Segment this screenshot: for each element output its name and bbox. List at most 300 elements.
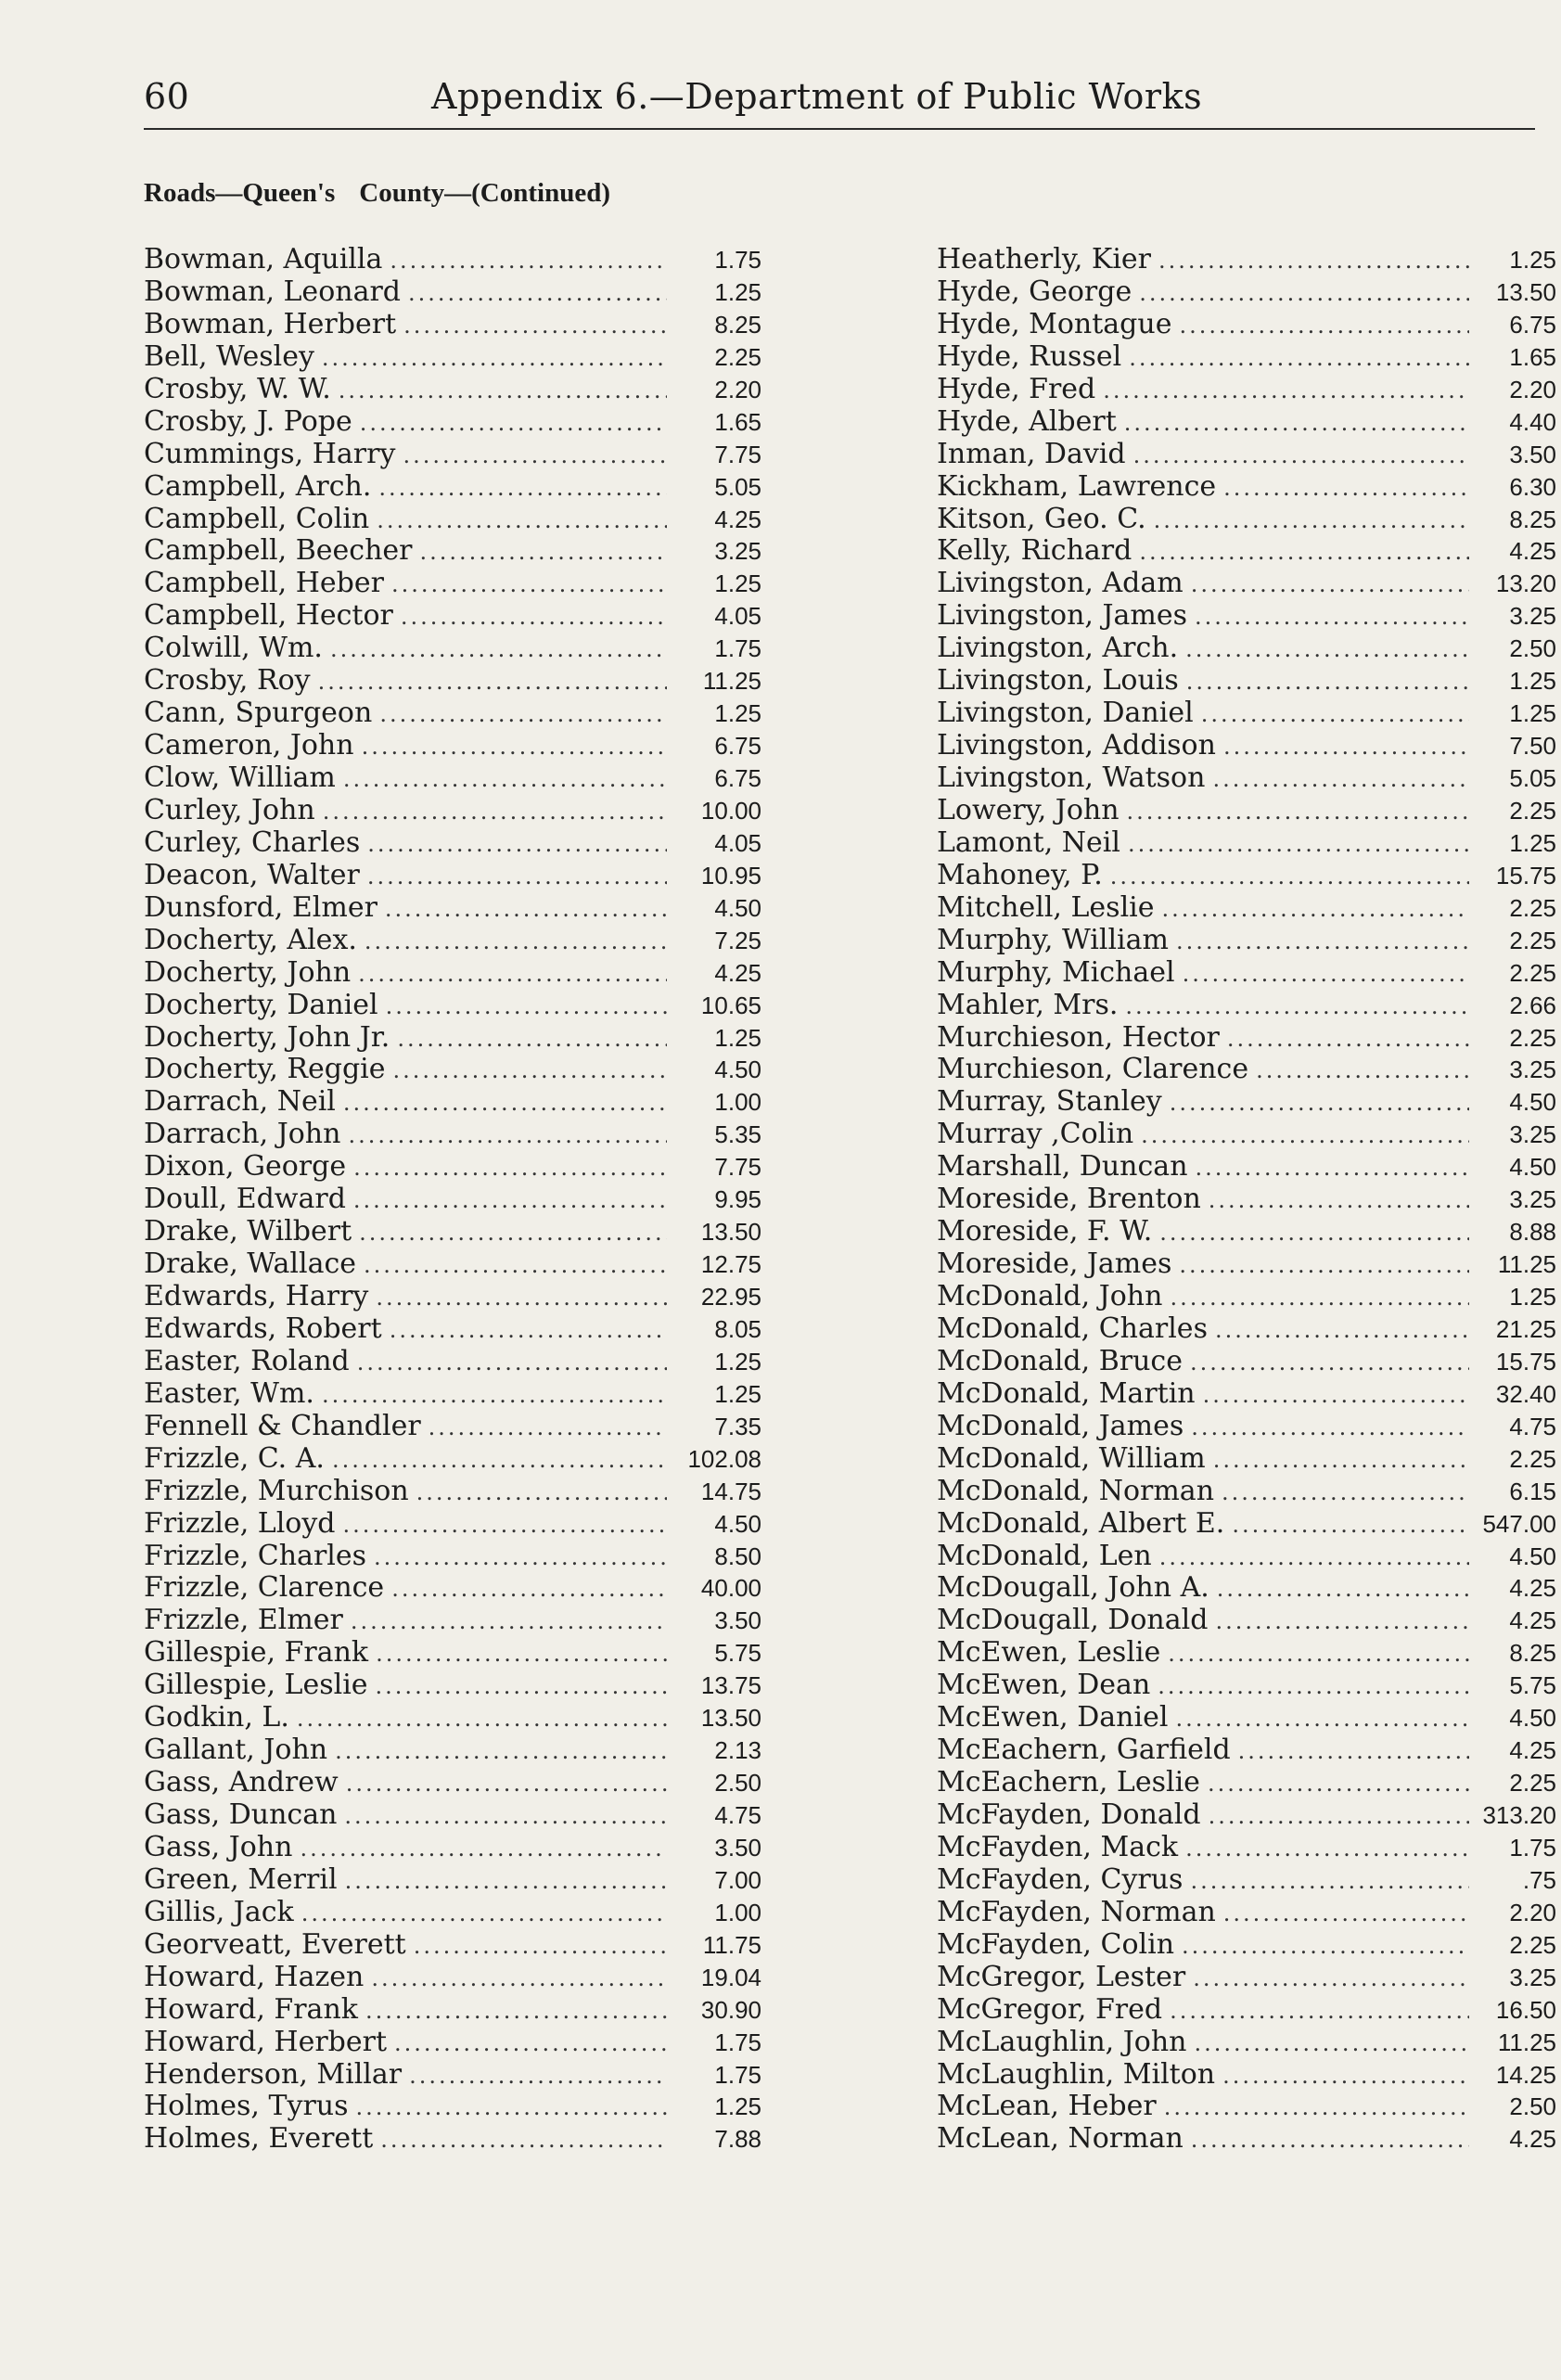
leader-dots <box>330 636 667 662</box>
list-item <box>937 1701 1556 1734</box>
list-item <box>937 1604 1556 1636</box>
list-item <box>144 1475 761 1507</box>
entry-amount: 10.00 <box>700 796 761 825</box>
entry-amount: 3.50 <box>714 1606 761 1635</box>
entry-name: Drake, Wallace <box>144 1248 357 1280</box>
leader-dots <box>1227 1026 1469 1052</box>
entry-name: Bowman, Aquilla <box>144 243 383 275</box>
list-item <box>937 1961 1556 1993</box>
list-item <box>937 1669 1556 1701</box>
list-item <box>937 729 1556 761</box>
list-item <box>937 1571 1556 1604</box>
leader-dots <box>339 377 667 403</box>
entry-name: Hyde, Fred <box>937 372 1096 405</box>
left-column-list <box>144 243 761 2155</box>
entry-amount: 2.25 <box>1509 893 1556 922</box>
entry-amount: 1.00 <box>714 1898 761 1926</box>
list-item <box>144 729 761 761</box>
leader-dots <box>362 734 667 760</box>
list-item <box>937 1280 1556 1312</box>
leader-dots <box>1170 1090 1469 1116</box>
entry-amount: 4.25 <box>714 505 761 533</box>
entry-name: McDonald, Bruce <box>937 1344 1183 1377</box>
entry-name: Edwards, Harry <box>144 1280 369 1312</box>
entry-name: Livingston, Adam <box>937 567 1184 600</box>
entry-amount: 32.40 <box>1495 1379 1556 1408</box>
leader-dots <box>353 1187 667 1213</box>
list-item <box>937 664 1556 697</box>
entry-name: Marshall, Duncan <box>937 1150 1188 1184</box>
entry-name: Dunsford, Elmer <box>144 890 377 924</box>
list-item <box>937 1636 1556 1669</box>
list-item <box>937 1831 1556 1863</box>
entry-name: McDonald, James <box>937 1409 1184 1442</box>
entry-name: Docherty, Alex. <box>144 923 357 956</box>
leader-dots <box>1232 1512 1469 1538</box>
entry-amount: 8.05 <box>714 1314 761 1343</box>
leader-dots <box>1176 928 1469 954</box>
entry-name: Frizzle, Charles <box>144 1539 367 1572</box>
entry-amount: 7.25 <box>714 926 761 954</box>
leader-dots <box>1213 1447 1469 1473</box>
entry-name: McDonald, Len <box>937 1539 1152 1572</box>
leader-dots <box>1217 1576 1469 1602</box>
entry-name: Docherty, John Jr. <box>144 1020 390 1054</box>
leader-dots <box>1191 1414 1469 1440</box>
entry-amount: 547.00 <box>1482 1509 1556 1538</box>
list-item <box>144 1118 761 1150</box>
entry-amount: 1.25 <box>1509 246 1556 274</box>
leader-dots <box>357 1350 667 1376</box>
list-item <box>937 1053 1556 1085</box>
list-item <box>937 794 1556 826</box>
entry-amount: 12.75 <box>700 1250 761 1279</box>
entry-name: Inman, David <box>937 437 1126 470</box>
list-item <box>937 1021 1556 1054</box>
entry-amount: 14.25 <box>1495 2060 1556 2089</box>
entry-amount: 1.25 <box>714 569 761 598</box>
list-item <box>144 438 761 470</box>
list-item <box>937 989 1556 1021</box>
entry-name: Murray, Stanley <box>937 1085 1162 1119</box>
entry-amount: 3.25 <box>1509 602 1556 631</box>
leader-dots <box>1170 1285 1469 1311</box>
leader-dots <box>1186 669 1469 695</box>
entry-name: Murchieson, Hector <box>937 1020 1220 1054</box>
leader-dots <box>1195 604 1469 630</box>
entry-amount: 4.25 <box>714 958 761 987</box>
list-item <box>937 340 1556 373</box>
entry-amount: 6.75 <box>714 732 761 761</box>
leader-dots <box>1175 1706 1469 1732</box>
entry-name: Livingston, Louis <box>937 664 1179 697</box>
leader-dots <box>345 1868 667 1894</box>
entry-name: Docherty, Daniel <box>144 988 378 1021</box>
list-item <box>937 1896 1556 1928</box>
leader-dots <box>1154 507 1469 533</box>
entry-amount: 11.25 <box>1497 2028 1556 2056</box>
list-item <box>144 761 761 794</box>
list-item <box>144 243 761 275</box>
section-heading <box>144 178 634 209</box>
entry-amount: 6.75 <box>1509 310 1556 339</box>
entry-amount: 7.88 <box>714 2125 761 2154</box>
leader-dots <box>1103 377 1469 403</box>
entry-name: Gass, Duncan <box>144 1798 338 1831</box>
entry-name: Docherty, Reggie <box>144 1053 386 1086</box>
entry-name: Murray ,Colin <box>937 1118 1134 1151</box>
leader-dots <box>1141 1122 1469 1148</box>
list-item <box>144 1928 761 1961</box>
list-item <box>937 1928 1556 1961</box>
entry-name: Mahoney, P. <box>937 858 1103 891</box>
leader-dots <box>351 1608 667 1634</box>
leader-dots <box>408 280 667 306</box>
entry-name: Gillespie, Leslie <box>144 1669 368 1702</box>
entry-name: Howard, Hazen <box>144 1960 365 1993</box>
entry-name: Campbell, Beecher <box>144 534 413 568</box>
entry-name: Livingston, Watson <box>937 761 1206 794</box>
leader-dots <box>391 571 667 597</box>
entry-amount: 2.13 <box>714 1736 761 1765</box>
list-item <box>144 534 761 567</box>
list-item <box>144 470 761 503</box>
list-item <box>937 1734 1556 1766</box>
entry-name: Colwill, Wm. <box>144 632 323 665</box>
leader-dots <box>376 1285 667 1311</box>
entry-amount: 102.08 <box>687 1444 761 1473</box>
header-divider <box>144 128 1535 130</box>
entry-amount: 5.75 <box>1509 1671 1556 1700</box>
entry-name: McDonald, Martin <box>937 1376 1196 1410</box>
leader-dots <box>1164 2094 1469 2120</box>
list-item <box>144 1669 761 1701</box>
leader-dots <box>390 1317 667 1343</box>
entry-amount: 13.50 <box>1495 277 1556 306</box>
leader-dots <box>1222 2063 1469 2089</box>
leader-dots <box>1256 1057 1469 1083</box>
entry-name: Moreside, F. W. <box>937 1215 1153 1248</box>
entry-amount: 4.50 <box>1509 1704 1556 1733</box>
entry-name: Kitson, Geo. C. <box>937 502 1146 535</box>
entry-name: Edwards, Robert <box>144 1312 382 1345</box>
entry-name: Curley, Charles <box>144 825 361 859</box>
entry-amount: 19.04 <box>700 1963 761 1991</box>
entry-amount: 1.25 <box>714 2092 761 2121</box>
list-item <box>937 1215 1556 1248</box>
entry-name: Curley, John <box>144 793 315 826</box>
leader-dots <box>409 2063 667 2089</box>
entry-name: Mahler, Mrs. <box>937 988 1119 1021</box>
entry-amount: 4.50 <box>714 1509 761 1538</box>
leader-dots <box>356 2094 667 2120</box>
entry-name: Livingston, Daniel <box>937 697 1194 730</box>
entry-amount: 7.35 <box>714 1412 761 1440</box>
list-item <box>937 2122 1556 2155</box>
leader-dots <box>403 313 667 339</box>
entry-amount: 2.25 <box>1509 1769 1556 1798</box>
entry-amount: 4.50 <box>714 893 761 922</box>
entry-amount: 2.50 <box>1509 2092 1556 2121</box>
entry-amount: 5.05 <box>714 472 761 501</box>
entry-amount: 4.50 <box>1509 1153 1556 1182</box>
entry-amount: 9.95 <box>714 1185 761 1214</box>
list-item <box>937 308 1556 340</box>
list-item <box>144 664 761 697</box>
entry-amount: 313.20 <box>1482 1801 1556 1829</box>
entry-amount: 4.50 <box>714 1056 761 1084</box>
list-item <box>937 503 1556 535</box>
entry-amount: 1.25 <box>714 699 761 728</box>
entry-name: Campbell, Arch. <box>144 469 372 503</box>
entry-amount: 4.75 <box>714 1801 761 1829</box>
leader-dots <box>1223 475 1469 501</box>
entry-amount: 3.25 <box>1509 1185 1556 1214</box>
entry-name: Moreside, James <box>937 1248 1172 1280</box>
leader-dots <box>1170 1998 1469 2024</box>
entry-name: McDougall, Donald <box>937 1604 1209 1637</box>
entry-name: McDonald, John <box>937 1280 1163 1312</box>
leader-dots <box>385 896 667 922</box>
leader-dots <box>1179 313 1469 339</box>
leader-dots <box>1195 2030 1470 2056</box>
leader-dots <box>332 1447 667 1473</box>
entry-name: Kickham, Lawrence <box>937 469 1217 503</box>
list-item <box>144 1863 761 1896</box>
leader-dots <box>1133 442 1469 468</box>
leader-dots <box>1223 1900 1469 1926</box>
entry-name: Holmes, Tyrus <box>144 2090 349 2123</box>
leader-dots <box>401 604 667 630</box>
leader-dots <box>1110 864 1469 889</box>
entry-amount: 1.25 <box>1509 1283 1556 1311</box>
leader-dots <box>1191 571 1469 597</box>
entry-name: McEachern, Leslie <box>937 1766 1200 1798</box>
entry-name: McLaughlin, John <box>937 2025 1187 2058</box>
entry-amount: 6.75 <box>714 764 761 792</box>
leader-dots <box>1215 1317 1469 1343</box>
leader-dots <box>358 961 667 987</box>
leader-dots <box>416 1479 667 1505</box>
entry-amount: 7.75 <box>714 1153 761 1182</box>
list-item <box>144 373 761 405</box>
entry-name: McEwen, Daniel <box>937 1701 1169 1734</box>
entry-amount: 7.75 <box>714 440 761 468</box>
entry-amount: 3.50 <box>1509 440 1556 468</box>
list-item <box>144 1604 761 1636</box>
leader-dots <box>1238 1738 1469 1764</box>
entry-name: Dixon, George <box>144 1150 347 1184</box>
list-item <box>937 470 1556 503</box>
entry-name: Gillis, Jack <box>144 1895 294 1928</box>
entry-amount: 13.75 <box>700 1671 761 1700</box>
leader-dots <box>367 864 667 889</box>
entry-name: Hyde, George <box>937 275 1132 308</box>
entry-amount: 1.00 <box>714 1088 761 1117</box>
entry-name: McLean, Norman <box>937 2122 1184 2156</box>
list-item <box>144 1150 761 1183</box>
leader-dots <box>1168 1641 1469 1667</box>
entry-amount: 4.40 <box>1509 407 1556 436</box>
leader-dots <box>390 248 667 274</box>
entry-name: Livingston, James <box>937 599 1187 633</box>
entry-name: McDougall, John A. <box>937 1571 1209 1605</box>
entry-name: Clow, William <box>144 761 336 794</box>
leader-dots <box>322 345 667 371</box>
entry-name: Easter, Roland <box>144 1344 350 1377</box>
leader-dots <box>378 475 667 501</box>
entry-name: Frizzle, C. A. <box>144 1441 325 1475</box>
list-item <box>144 826 761 859</box>
leader-dots <box>318 669 667 695</box>
entry-name: McDonald, Norman <box>937 1474 1215 1507</box>
list-item <box>937 438 1556 470</box>
leader-dots <box>300 1836 667 1862</box>
list-item <box>937 1410 1556 1442</box>
entry-name: McEachern, Garfield <box>937 1734 1231 1767</box>
list-item <box>937 1475 1556 1507</box>
list-item <box>144 1993 761 2026</box>
entry-amount: 13.50 <box>700 1218 761 1247</box>
entry-amount: 8.50 <box>714 1542 761 1570</box>
entry-name: Murchieson, Clarence <box>937 1053 1249 1086</box>
entry-name: Frizzle, Elmer <box>144 1604 343 1637</box>
list-item <box>144 1377 761 1410</box>
leader-dots <box>301 1900 667 1926</box>
list-item <box>144 1961 761 1993</box>
leader-dots <box>1196 1155 1469 1181</box>
entry-name: Campbell, Colin <box>144 502 370 535</box>
list-item <box>144 1410 761 1442</box>
list-item <box>144 1021 761 1054</box>
entry-amount: 14.75 <box>700 1477 761 1505</box>
list-item <box>144 924 761 956</box>
entry-name: McFayden, Donald <box>937 1798 1201 1831</box>
entry-name: McFayden, Mack <box>937 1830 1179 1863</box>
list-item <box>144 1215 761 1248</box>
entry-name: Campbell, Heber <box>144 567 384 600</box>
entry-name: McDonald, Albert E. <box>937 1506 1225 1540</box>
entry-name: Deacon, Walter <box>144 858 360 891</box>
list-item <box>144 2026 761 2058</box>
entry-name: Campbell, Hector <box>144 599 393 633</box>
entry-amount: 2.20 <box>1509 375 1556 403</box>
list-item <box>937 956 1556 989</box>
entry-amount: 11.75 <box>702 1930 761 1959</box>
entry-amount: 40.00 <box>700 1574 761 1603</box>
entry-name: Crosby, J. Pope <box>144 404 352 438</box>
leader-dots <box>1208 1771 1469 1797</box>
entry-name: Crosby, W. W. <box>144 372 331 405</box>
entry-name: Kelly, Richard <box>937 534 1132 568</box>
list-item <box>937 2058 1556 2091</box>
list-item <box>937 1377 1556 1410</box>
list-item <box>937 534 1556 567</box>
leader-dots <box>343 766 667 792</box>
page-header <box>144 72 1530 128</box>
entry-name: McEwen, Leslie <box>937 1636 1161 1670</box>
leader-dots <box>414 1933 667 1959</box>
leader-dots <box>348 1122 667 1148</box>
entry-amount: 2.25 <box>1509 926 1556 954</box>
list-item <box>144 1540 761 1572</box>
list-item <box>144 340 761 373</box>
list-item <box>937 859 1556 891</box>
entry-name: Godkin, L. <box>144 1701 289 1734</box>
leader-dots <box>1190 1350 1469 1376</box>
entry-name: Easter, Wm. <box>144 1376 314 1410</box>
entry-amount: 1.25 <box>1509 667 1556 696</box>
entry-amount: 11.25 <box>1497 1250 1556 1279</box>
leader-dots <box>403 442 667 468</box>
entry-name: Frizzle, Lloyd <box>144 1506 336 1540</box>
list-item <box>937 1183 1556 1215</box>
section-heading-part1: Roads—Queen's <box>144 178 336 208</box>
entry-name: Howard, Frank <box>144 1992 358 2026</box>
entry-amount: 2.66 <box>1509 991 1556 1019</box>
leader-dots <box>359 1220 667 1246</box>
entry-name: Lamont, Neil <box>937 825 1120 859</box>
leader-dots <box>367 831 667 857</box>
list-item <box>144 1701 761 1734</box>
entry-amount: 4.25 <box>1509 2125 1556 2154</box>
entry-amount: 4.25 <box>1509 1574 1556 1603</box>
list-item <box>937 1507 1556 1540</box>
entry-amount: 3.25 <box>714 537 761 566</box>
entry-amount: 2.50 <box>714 1769 761 1798</box>
entry-amount: 1.65 <box>714 407 761 436</box>
leader-dots <box>380 2127 667 2153</box>
entry-name: Henderson, Millar <box>144 2057 403 2091</box>
leader-dots <box>376 1673 667 1699</box>
list-item <box>144 1766 761 1798</box>
leader-dots <box>386 993 667 1019</box>
list-item <box>144 308 761 340</box>
entry-name: Crosby, Roy <box>144 664 311 697</box>
entry-name: McGregor, Fred <box>937 1992 1163 2026</box>
leader-dots <box>1158 248 1469 274</box>
list-item <box>144 1312 761 1345</box>
entry-name: Georveatt, Everett <box>144 1927 406 1961</box>
leader-dots <box>1182 1933 1469 1959</box>
list-item <box>144 2090 761 2122</box>
entry-name: McDonald, Charles <box>937 1312 1208 1345</box>
leader-dots <box>376 1641 667 1667</box>
list-item <box>144 891 761 924</box>
list-item <box>144 1442 761 1475</box>
list-item <box>144 794 761 826</box>
list-item <box>937 891 1556 924</box>
list-item <box>144 1571 761 1604</box>
list-item <box>144 1734 761 1766</box>
leader-dots <box>1215 1608 1469 1634</box>
entry-name: Livingston, Arch. <box>937 632 1179 665</box>
entry-amount: 8.25 <box>714 310 761 339</box>
leader-dots <box>1179 1252 1469 1278</box>
right-column-list <box>937 243 1556 2155</box>
list-item <box>144 697 761 729</box>
leader-dots <box>335 1738 667 1764</box>
entry-name: Frizzle, Murchison <box>144 1474 409 1507</box>
leader-dots <box>379 701 667 727</box>
leader-dots <box>1162 896 1469 922</box>
running-title: Appendix 6.—Department of Public Works <box>431 76 1203 117</box>
entry-name: McLaughlin, Milton <box>937 2057 1216 2091</box>
leader-dots <box>364 1252 667 1278</box>
list-item <box>144 2122 761 2155</box>
list-item <box>937 1798 1556 1831</box>
entry-name: Gass, John <box>144 1830 293 1863</box>
